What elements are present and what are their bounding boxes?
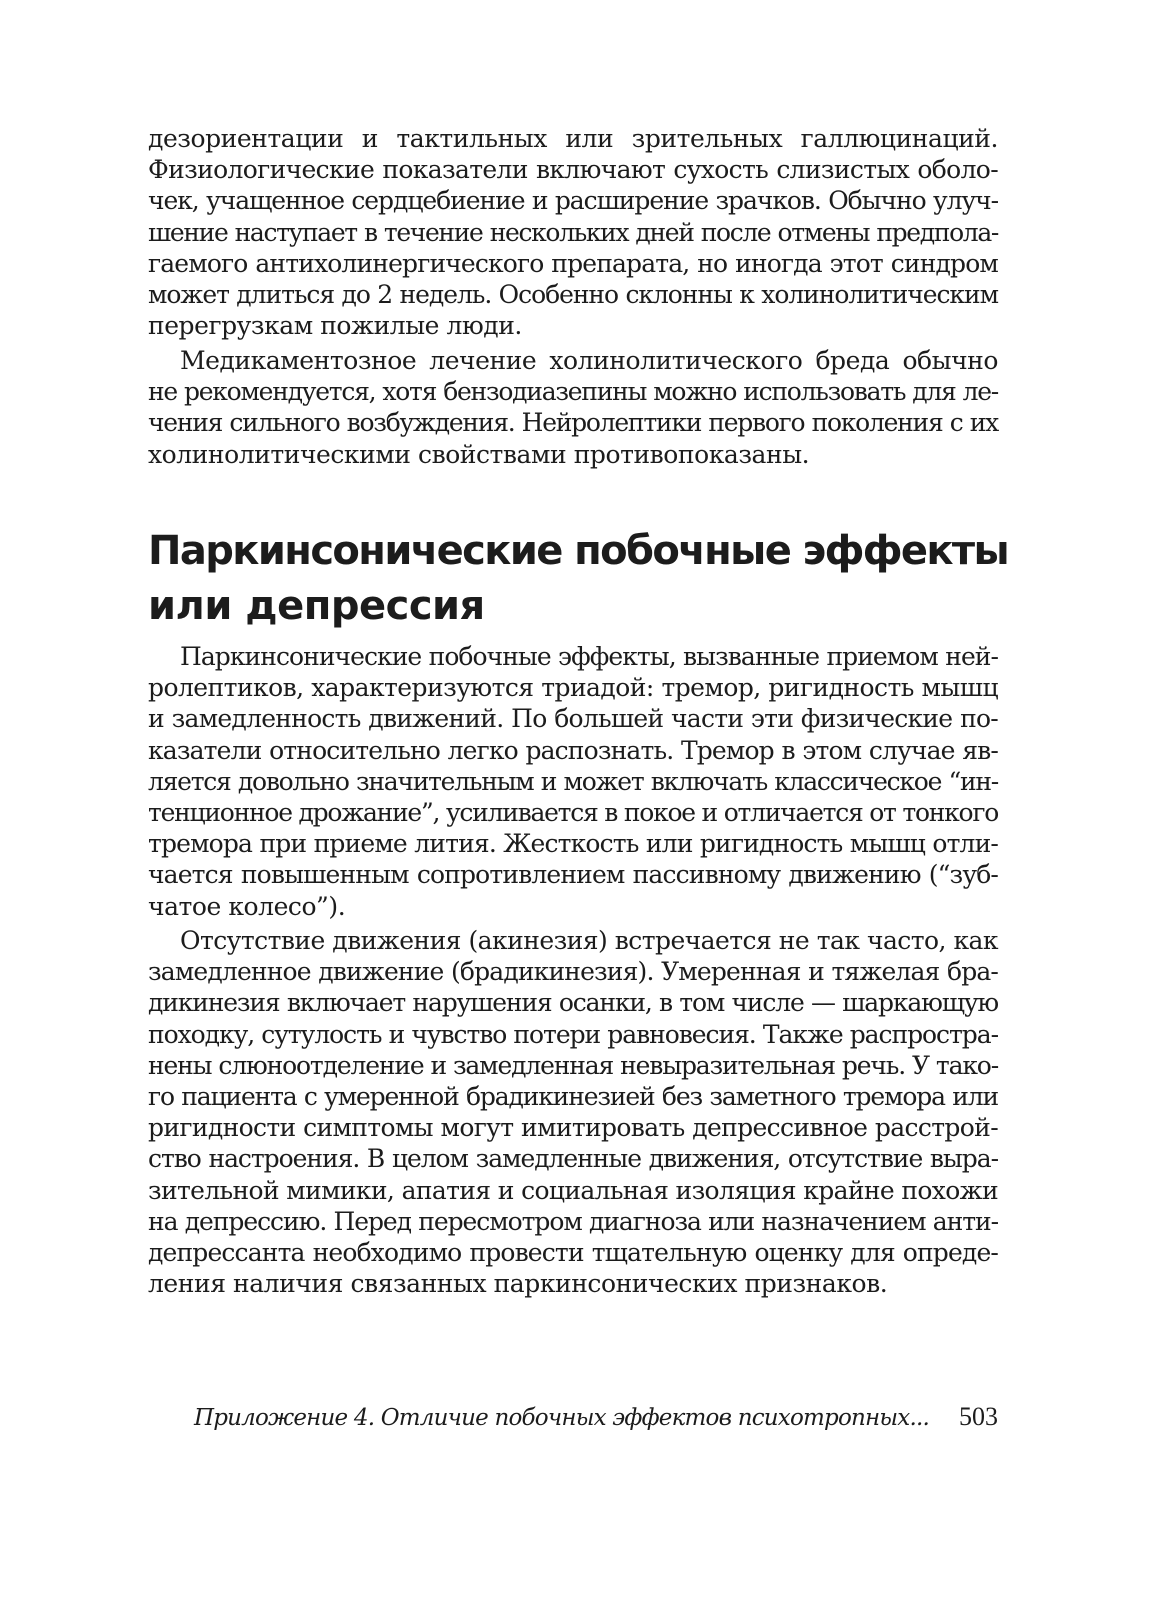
text-line: ролептиков, характеризуются триадой: тремор, ригидность мышц [148, 673, 998, 703]
text-line: чения сильного возбуждения. Нейролептики первого поколения с их [148, 408, 998, 438]
heading-line: Паркинсонические побочные эффекты [148, 528, 1009, 574]
paragraph-parkinsonian-triad [148, 641, 998, 922]
text-line: походку, сутулость и чувство потери равновесия. Также распростра- [148, 1019, 998, 1049]
paragraph-bradykinesia [148, 925, 998, 1299]
page-footer [148, 1402, 998, 1432]
text-line: го пациента с умеренной брадикинезией без заметного тремора или [148, 1082, 998, 1112]
text-line: ригидности симптомы могут имитировать депрессивное расстрой- [148, 1113, 998, 1143]
paragraph-anticholinergic-symptoms [148, 123, 998, 341]
text-line: замедленное движение (брадикинезия). Умеренная и тяжелая бра- [148, 957, 998, 987]
text-line: дикинезия включает нарушения осанки, в том числе — шаркающую [148, 988, 998, 1018]
text-line: не рекомендуется, хотя бензодиазепины можно использовать для ле- [148, 377, 998, 407]
paragraph-text [148, 345, 998, 470]
running-title: Приложение 4. Отличие побочных эффектов психотропных... [193, 1405, 929, 1431]
text-line: ляется довольно значительным и может включать классическое “ин- [148, 766, 998, 796]
section-heading [148, 524, 1008, 634]
text-line: тремора при приеме лития. Жесткость или ригидность мышц отли- [148, 829, 998, 859]
text-line: чатое колесо”). [148, 891, 346, 921]
heading-line: или депрессия [148, 583, 485, 629]
text-line: Физиологические показатели включают сухость слизистых оболо- [148, 155, 998, 185]
text-line: ство настроения. В целом замедленные движения, отсутствие выра- [148, 1144, 998, 1174]
text-line: нены слюноотделение и замедленная невыразительная речь. У тако- [148, 1050, 998, 1080]
text-line: шение наступает в течение нескольких дней после отмены предпола- [148, 217, 998, 247]
page-number: 503 [959, 1402, 998, 1431]
text-line: Отсутствие движения (акинезия) встречается не так часто, как [180, 926, 998, 955]
text-line: может длиться до 2 недель. Особенно склонны к холинолитическим [148, 280, 998, 310]
text-line: чается повышенным сопротивлением пассивному движению (“зуб- [148, 860, 998, 890]
text-line: дезориентации и тактильных или зрительных галлюцинаций. [148, 124, 998, 153]
text-line: ления наличия связанных паркинсонических признаков. [148, 1269, 888, 1299]
text-line: казатели относительно легко распознать. Тремор в этом случае яв- [148, 735, 998, 765]
text-line: гаемого антихолинергического препарата, но иногда этот синдром [148, 248, 998, 278]
text-line: депрессанта необходимо провести тщательную оценку для опреде- [148, 1238, 998, 1268]
text-line: Медикаментозное лечение холинолитического бреда обычно [180, 346, 998, 375]
paragraph-text [148, 925, 998, 1299]
text-line: перегрузкам пожилые люди. [148, 311, 522, 341]
text-line: Паркинсонические побочные эффекты, вызванные приемом ней- [180, 642, 998, 671]
text-line: на депрессию. Перед пересмотром диагноза или назначением анти- [148, 1206, 998, 1236]
paragraph-text [148, 641, 998, 922]
text-line: холинолитическими свойствами противопоказаны. [148, 439, 810, 469]
paragraph-text [148, 123, 998, 341]
text-line: тенционное дрожание”, усиливается в покое и отличается от тонкого [148, 798, 998, 828]
paragraph-anticholinergic-treatment [148, 345, 998, 470]
text-line: и замедленность движений. По большей части эти физические по- [148, 704, 998, 734]
text-line: зительной мимики, апатия и социальная изоляция крайне похожи [148, 1175, 998, 1205]
text-line: чек, учащенное сердцебиение и расширение зрачков. Обычно улуч- [148, 186, 998, 216]
